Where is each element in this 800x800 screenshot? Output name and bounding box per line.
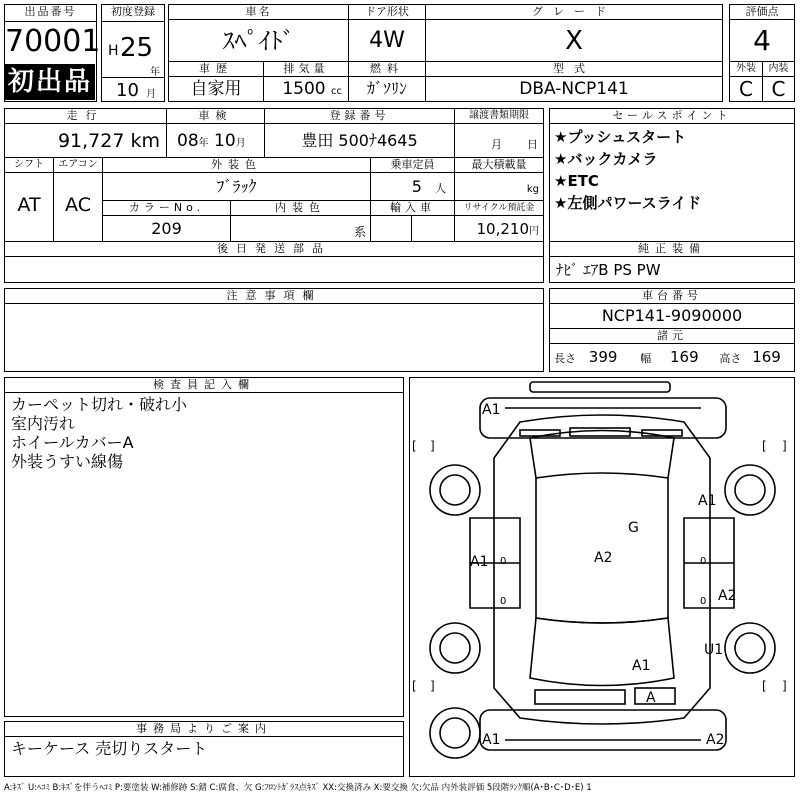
interior-color-unit: 系 [353, 225, 366, 239]
svg-text:]: ] [430, 439, 435, 453]
transfer-deadline-header: 譲渡書類期限 [455, 109, 543, 124]
inspection-year: 08 [177, 131, 199, 151]
office-notes: キーケース 売切りスタート [11, 739, 208, 758]
sales-point: ★プッシュスタート [554, 128, 687, 146]
recycle-header: リサイクル預託金 [455, 201, 543, 216]
model-code-box [425, 61, 723, 102]
length-label: 長さ [554, 352, 576, 365]
mileage-box [4, 108, 167, 158]
svg-text:]: ] [430, 679, 435, 693]
import-car-divider [411, 215, 412, 241]
damage-mark: G [628, 520, 639, 536]
damage-mark: A1 [470, 554, 489, 570]
zero-mark: 0 [500, 596, 507, 607]
inspection-month-unit: 月 [235, 138, 246, 149]
inspector-remarks-list [5, 393, 403, 473]
damage-mark: A1 [698, 493, 717, 509]
exterior-grade: C [739, 77, 753, 101]
displacement: 1500 [282, 79, 326, 99]
registration-number: 豊田 500ﾅ4645 [301, 131, 418, 150]
office-notes-header: 事務局よりご案内 [5, 722, 403, 737]
transfer-day-unit: 日 [527, 138, 538, 151]
remark-line: ホイールカバーA [11, 433, 134, 452]
capacity-row [371, 173, 454, 203]
max-load-box [454, 157, 544, 201]
lot-number-header: 出品番号 [5, 5, 96, 22]
sales-point: ★ETC [554, 172, 599, 190]
color-no-header: カラーNo. [103, 201, 230, 216]
legend: A:ｷｽﾞ U:ﾍｺﾐ B:ｷｽﾞを伴うﾍｺﾐ P:要塗装 W:補修跡 S:錆 C:腐食、欠 G:ﾌﾛﾝﾄｶﾞﾗｽ点ｷｽﾞ XX:交換済み X:要交換 欠:欠品 内外装評価 5段階ﾗﾝｸ順(A･B･C･D･E) 1 [4, 783, 592, 793]
fuel-box [348, 61, 426, 102]
transfer-deadline-box [454, 108, 544, 158]
wheel-rear-left [430, 623, 480, 673]
import-car-header: 輸入車 [371, 201, 454, 216]
damage-mark: A2 [718, 588, 737, 604]
mileage-header: 走行 [5, 109, 166, 124]
interior-grade-box [762, 61, 795, 102]
svg-text:[: [ [762, 439, 767, 453]
damage-mark: A2 [706, 732, 725, 748]
svg-text:]: ] [782, 679, 787, 693]
aircon-header: エアコン [54, 158, 102, 173]
score-box [729, 4, 795, 62]
model-code-header: 型式 [426, 62, 722, 77]
shift: AT [17, 194, 41, 216]
office-notes-box [4, 721, 404, 777]
svg-text:]: ] [782, 439, 787, 453]
car-name: ｽﾍﾟｲﾄﾞ [222, 27, 295, 55]
reg-month: 10 [116, 80, 139, 101]
aircon: AC [65, 194, 91, 216]
remark-line: 外装うすい線傷 [11, 452, 124, 471]
interior-grade-header: 内装 [763, 62, 794, 77]
chassis-box [549, 288, 795, 372]
transfer-month-unit: 月 [491, 138, 502, 151]
later-parts-box [4, 241, 544, 283]
first-registration-header: 初度登録 [102, 5, 164, 22]
score: 4 [753, 24, 771, 57]
inspection-year-unit: 年 [198, 138, 209, 149]
width-label: 幅 [640, 352, 652, 365]
damage-mark: A1 [482, 402, 501, 418]
inspection-box [166, 108, 265, 158]
grade-box [425, 4, 723, 62]
recycle-unit: 円 [529, 226, 539, 237]
reg-year: 25 [120, 33, 154, 63]
capacity: 5 [411, 177, 422, 196]
shift-header: シフト [5, 158, 53, 173]
genuine-equipment: ﾅﾋﾞ ｴｱB PS PW [556, 261, 661, 279]
import-car-box [370, 200, 455, 242]
damage-mark: A1 [482, 732, 501, 748]
dimensions-row [550, 344, 794, 372]
exterior-color: ﾌﾞﾗｯｸ [216, 177, 257, 196]
grade: X [565, 26, 583, 56]
notes-header: 注意事項欄 [5, 289, 543, 304]
reg-month-unit: 月 [146, 89, 156, 100]
displacement-header: 排気量 [264, 62, 348, 77]
reg-year-unit: 年 [150, 67, 160, 78]
displacement-unit: cc [331, 86, 342, 97]
grade-header: グレード [426, 5, 722, 20]
inspector-remarks-header: 検査員記入欄 [5, 378, 403, 393]
height-value: 169 [752, 348, 781, 366]
max-load-unit: kg [526, 184, 539, 195]
first-listing-badge: 初出品 [5, 64, 95, 100]
sales-points-header: セールスポイント [550, 109, 794, 124]
history-box [168, 61, 264, 102]
mileage: 91,727 [57, 130, 125, 152]
zero-mark: 0 [500, 556, 507, 567]
dimensions-header: 諸元 [550, 329, 794, 344]
reg-era: H [108, 43, 119, 59]
svg-text:[: [ [762, 679, 767, 693]
interior-color-header: 内装色 [231, 201, 370, 216]
svg-text:[: [ [412, 439, 417, 453]
sales-point: ★左側パワースライド [554, 194, 702, 212]
chassis-header: 車台番号 [550, 289, 794, 304]
notes-box [4, 288, 544, 372]
displacement-row [264, 77, 348, 104]
later-parts-header: 後日発送部品 [5, 242, 543, 257]
height-label: 高さ [719, 352, 742, 365]
damage-mark: A [646, 690, 656, 706]
genuine-equipment-box [549, 241, 795, 283]
registration-number-box [264, 108, 455, 158]
exterior-grade-box [729, 61, 763, 102]
shift-box [4, 157, 54, 242]
exterior-color-header: 外装色 [103, 158, 370, 173]
capacity-unit: 人 [435, 182, 446, 195]
inspection-row [167, 124, 264, 161]
interior-grade: C [771, 77, 786, 101]
width-value: 169 [669, 348, 699, 366]
damage-mark: A2 [594, 550, 613, 566]
exterior-grade-header: 外装 [730, 62, 762, 77]
color-no: 209 [151, 219, 182, 238]
lot-number: 70001 [5, 24, 101, 59]
inspection-month: 10 [214, 131, 236, 151]
sales-points-list [550, 124, 794, 216]
aircon-box [53, 157, 103, 242]
color-no-box [102, 200, 231, 242]
fuel-header: 燃料 [349, 62, 425, 77]
recycle-box [454, 200, 544, 242]
fuel: ｶﾞｿﾘﾝ [366, 79, 407, 98]
first-registration-box [101, 4, 165, 102]
spare-wheel [430, 708, 480, 758]
damage-mark: A1 [632, 658, 651, 674]
capacity-header: 乗車定員 [371, 158, 454, 173]
sales-point: ★バックカメラ [554, 150, 658, 168]
reg-month-row [102, 77, 164, 101]
door-type: 4W [369, 28, 405, 53]
mileage-row [5, 124, 166, 158]
damage-mark: U1 [704, 642, 724, 658]
recycle-deposit: 10,210 [476, 220, 529, 238]
interior-color-box [230, 200, 371, 242]
door-type-header: ドア形状 [349, 5, 425, 20]
length-value: 399 [588, 348, 618, 366]
wheel-rear-right [725, 623, 775, 673]
history-header: 車歴 [169, 62, 263, 77]
registration-number-header: 登録番号 [265, 109, 454, 124]
displacement-box [263, 61, 349, 102]
mileage-unit: km [130, 130, 160, 152]
car-diagram-box [409, 377, 795, 777]
inspector-remarks-box [4, 377, 404, 717]
door-type-box [348, 4, 426, 62]
wheel-front-left [430, 465, 480, 515]
remark-line: 室内汚れ [11, 414, 76, 433]
remark-line: カーペット切れ・破れ小 [11, 395, 188, 414]
sales-points-box [549, 108, 795, 242]
zero-mark: 0 [700, 556, 707, 567]
genuine-equipment-header: 純正装備 [550, 242, 794, 257]
svg-text:[: [ [412, 679, 417, 693]
max-load-header: 最大積載量 [455, 158, 543, 173]
inspection-header: 車検 [167, 109, 264, 124]
car-name-box [168, 4, 349, 62]
car-diagram [410, 378, 794, 776]
zero-mark: 0 [700, 596, 707, 607]
wheel-front-right [725, 465, 775, 515]
score-header: 評価点 [730, 5, 794, 20]
model-code: DBA-NCP141 [519, 79, 629, 99]
capacity-box [370, 157, 455, 201]
history: 自家用 [190, 79, 242, 99]
chassis-number: NCP141-9090000 [550, 304, 794, 329]
car-name-header: 車名 [169, 5, 348, 20]
exterior-color-box [102, 157, 371, 201]
